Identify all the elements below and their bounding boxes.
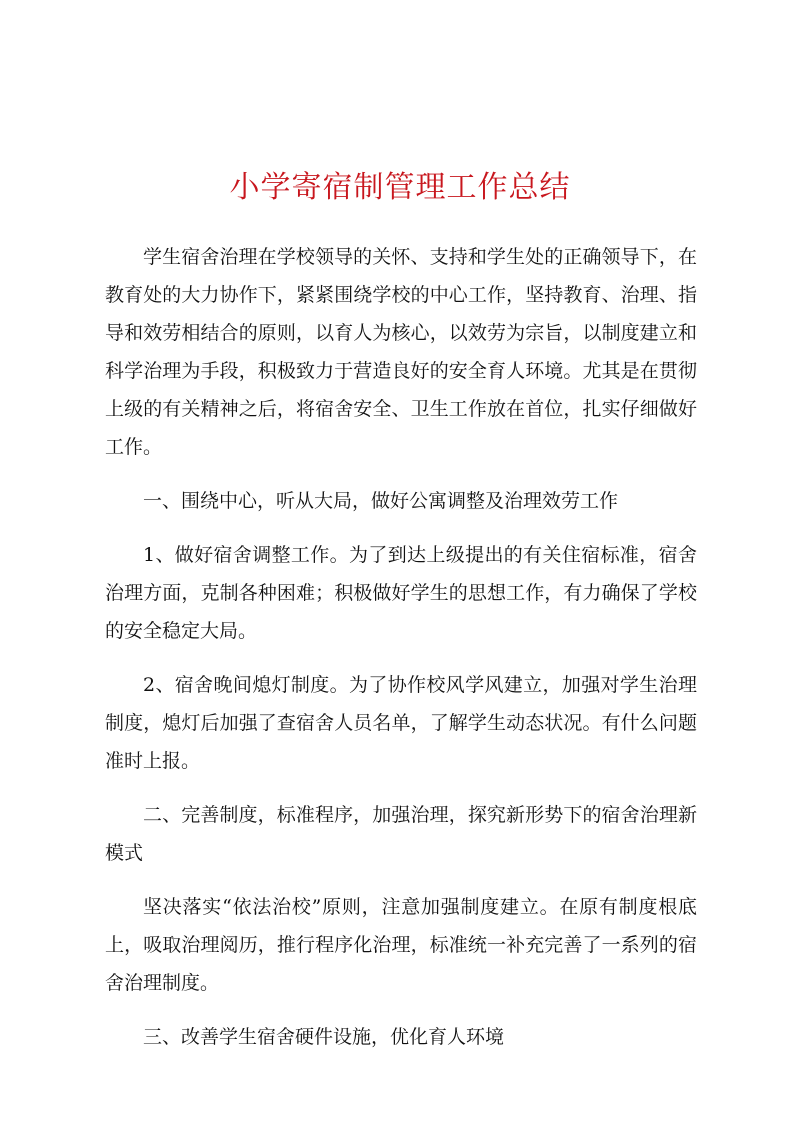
document-title: 小学寄宿制管理工作总结 xyxy=(229,170,571,205)
section-heading-2: 二、完善制度，标准程序，加强治理，探究新形势下的宿舍治理新模式 xyxy=(105,804,697,864)
paragraph-item-1: 1、做好宿舍调整工作。为了到达上级提出的有关住宿标准，宿舍治理方面，克制各种困难；积极做好学生的思想工作，有力确保了学校的安全稳定大局。 xyxy=(105,544,697,642)
paragraph-intro: 学生宿舍治理在学校领导的关怀、支持和学生处的正确领导下，在教育处的大力协作下，紧紧围绕学校的中心工作，坚持教育、治理、指导和效劳相结合的原则，以育人为核心，以效劳为宗旨，以制度建立和科学治理为手段，积极致力于营造良好的安全育人环境。尤其是在贯彻上级的有关精神之后，将宿舍安全、卫生工作放在首位，扎实仔细做好工作。 xyxy=(105,246,697,458)
section-heading-1: 一、围绕中心，听从大局，做好公寓调整及治理效劳工作 xyxy=(143,490,619,512)
paragraph-item-2: 2、宿舍晚间熄灯制度。为了协作校风学风建立，加强对学生治理制度，熄灯后加强了查宿舍人员名单，了解学生动态状况。有什么问题准时上报。 xyxy=(105,674,697,772)
paragraph-section-2: 坚决落实“依法治校”原则，注意加强制度建立。在原有制度根底上，吸取治理阅历，推行程序化治理，标准统一补充完善了一系列的宿舍治理制度。 xyxy=(105,896,697,994)
section-heading-3: 三、改善学生宿舍硬件设施，优化育人环境 xyxy=(143,1026,505,1048)
document-body xyxy=(105,238,697,1072)
